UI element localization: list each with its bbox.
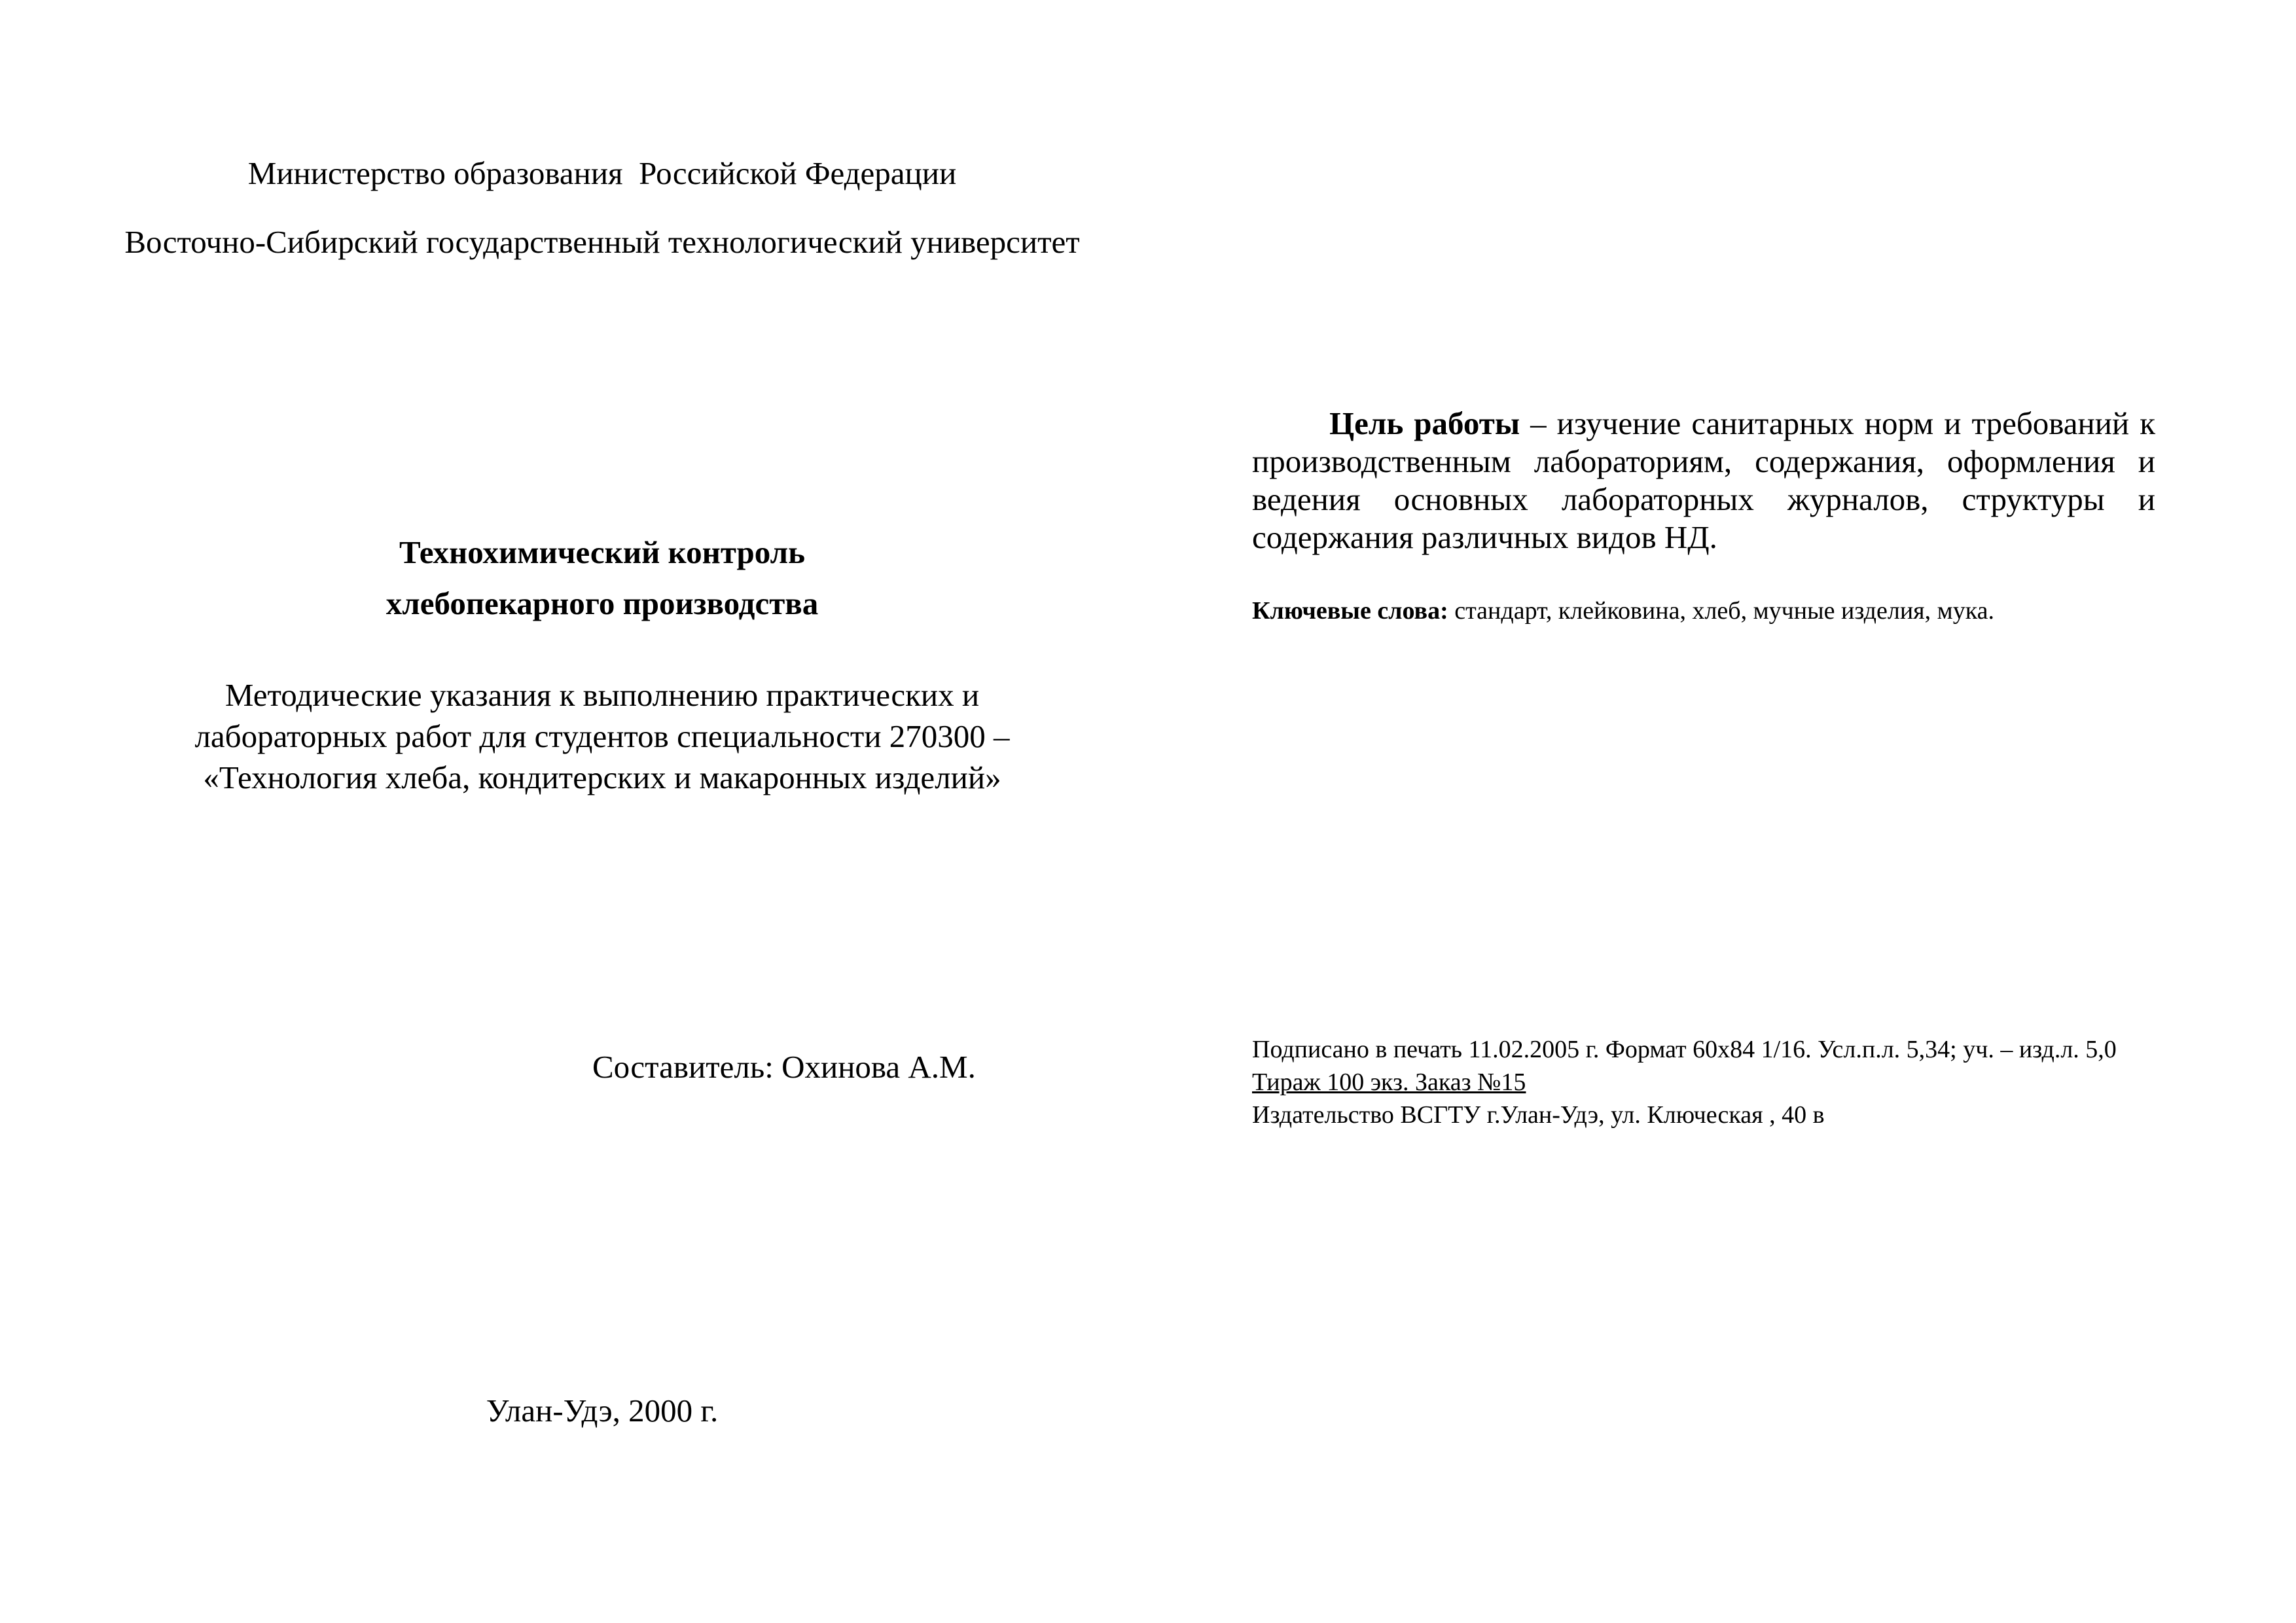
work-goal-paragraph	[1252, 405, 2155, 556]
keywords-label: Ключевые слова:	[1252, 597, 1448, 625]
guidelines-description	[118, 674, 1086, 798]
ministry-heading: Министерство образования Российской Федерации	[247, 155, 957, 191]
imprint-line-print-info: Подписано в печать 11.02.2005 г. Формат 60х84 1/16. Усл.п.л. 5,34; уч. – изд.л. 5,0	[1252, 1036, 2117, 1063]
city-year: Улан-Удэ, 2000 г.	[486, 1393, 719, 1429]
document-title-line-2: хлебопекарного производства	[386, 585, 819, 621]
university-name: Восточно-Сибирский государственный технологический университет	[124, 224, 1080, 260]
goal-label: Цель работы	[1329, 405, 1520, 441]
compiler-credit: Составитель: Охинова А.М.	[592, 1049, 976, 1085]
keywords-paragraph	[1252, 594, 2155, 627]
imprint-line-circulation: Тираж 100 экз. Заказ №15	[1252, 1068, 1526, 1096]
imprint-line-publisher: Издательство ВСГТУ г.Улан-Удэ, ул. Ключеская , 40 в	[1252, 1101, 1825, 1129]
document-title-line-1: Технохимический контроль	[399, 534, 806, 570]
keywords-text: стандарт, клейковина, хлеб, мучные изделия, мука.	[1448, 597, 1994, 625]
imprint-block	[1252, 1033, 2155, 1131]
back-page	[1148, 0, 2296, 1623]
guidelines-line-2: лабораторных работ для студентов специальности 270300 –	[194, 718, 1010, 754]
guidelines-line-1: Методические указания к выполнению практических и	[224, 677, 980, 713]
document-title	[118, 527, 1086, 629]
guidelines-line-3: «Технология хлеба, кондитерских и макаронных изделий»	[203, 759, 1001, 795]
goal-text: – изучение санитарных норм и требований к производственным лабораториям, содержания, оформления и ведения основных лабораторных журналов, структуры и содержания различных видов НД.	[1252, 405, 2155, 555]
